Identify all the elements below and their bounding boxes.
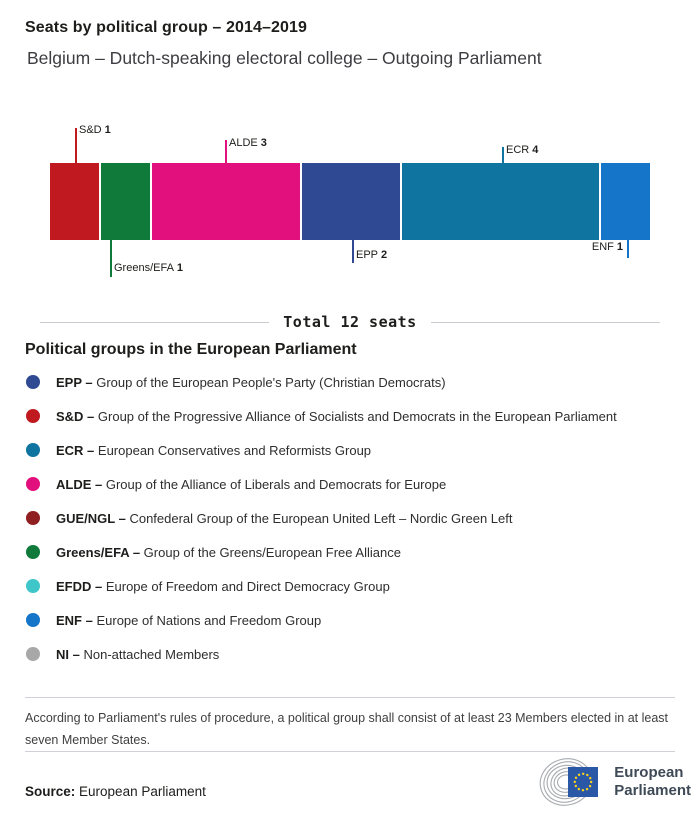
bar-segment-greens-efa xyxy=(101,163,150,240)
callout-line-ecr xyxy=(502,147,504,163)
legend-color-dot xyxy=(26,375,40,389)
legend-color-dot xyxy=(26,409,40,423)
legend-item-greens-efa xyxy=(26,535,686,569)
callout-label-enf: ENF 1 xyxy=(591,241,623,253)
page-subtitle: Belgium – Dutch-speaking electoral college – Outgoing Parliament xyxy=(27,48,542,68)
ep-wordmark-line1: European xyxy=(614,763,684,781)
legend-item-text: EFDD – Europe of Freedom and Direct Democracy Group xyxy=(56,578,390,594)
bar-segment-ecr xyxy=(402,163,599,240)
legend-color-dot xyxy=(26,647,40,661)
legend-list xyxy=(26,365,686,671)
ep-wordmark-line2: Parliament xyxy=(614,781,691,799)
legend-item-text: EPP – Group of the European People's Party (Christian Democrats) xyxy=(56,374,446,390)
legend-item-ecr xyxy=(26,433,686,467)
ep-hemicycle-icon xyxy=(539,755,609,808)
bar-segment-alde xyxy=(152,163,300,240)
source-value: European Parliament xyxy=(79,784,206,799)
page-title: Seats by political group – 2014–2019 xyxy=(25,19,307,36)
callout-label-greens-efa: Greens/EFA 1 xyxy=(114,262,184,274)
total-seats-label: Total 12 seats xyxy=(283,313,417,331)
callout-line-sd xyxy=(75,128,77,163)
divider-line-left xyxy=(40,322,269,323)
ep-wordmark xyxy=(614,764,691,800)
legend-item-alde xyxy=(26,467,686,501)
footnote-divider-top xyxy=(25,697,675,698)
callout-label-epp: EPP 2 xyxy=(356,249,388,261)
legend-item-text: ALDE – Group of the Alliance of Liberals and Democrats for Europe xyxy=(56,476,447,492)
legend-color-dot xyxy=(26,443,40,457)
seats-stacked-bar xyxy=(50,163,650,240)
callout-line-alde xyxy=(225,140,227,163)
callout-line-enf xyxy=(627,240,629,258)
legend-item-text: NI – Non-attached Members xyxy=(56,646,220,662)
callout-line-greens-efa xyxy=(110,240,112,277)
legend-item-s-d xyxy=(26,399,686,433)
legend-item-gue-ngl xyxy=(26,501,686,535)
divider-line-right xyxy=(431,322,660,323)
callout-line-epp xyxy=(352,240,354,263)
legend-color-dot xyxy=(26,477,40,491)
legend-color-dot xyxy=(26,511,40,525)
legend-item-text: S&D – Group of the Progressive Alliance of Socialists and Democrats in the European Parliament xyxy=(56,408,617,424)
eu-flag-square xyxy=(568,767,598,797)
legend-item-epp xyxy=(26,365,686,399)
legend-item-text: ECR – European Conservatives and Reformists Group xyxy=(56,442,372,458)
legend-item-text: Greens/EFA – Group of the Greens/European Free Alliance xyxy=(56,544,401,560)
bar-segment-enf xyxy=(601,163,650,240)
legend-item-ni xyxy=(26,637,686,671)
legend-item-efdd xyxy=(26,569,686,603)
source-label: Source: xyxy=(25,784,76,799)
legend-item-text: ENF – Europe of Nations and Freedom Group xyxy=(56,612,322,628)
legend-item-text: GUE/NGL – Confederal Group of the European United Left – Nordic Green Left xyxy=(56,510,513,526)
bar-segment-epp xyxy=(302,163,400,240)
legend-color-dot xyxy=(26,579,40,593)
footnote-text: According to Parliament's rules of procedure, a political group shall consist of at least 23 Members elected in at least seven Member States. xyxy=(25,711,668,747)
legend-heading: Political groups in the European Parliament xyxy=(25,341,357,358)
callout-label-alde: ALDE 3 xyxy=(229,137,267,149)
legend-color-dot xyxy=(26,545,40,559)
legend-item-enf xyxy=(26,603,686,637)
total-seats-divider xyxy=(40,313,660,331)
european-parliament-logo xyxy=(539,755,691,808)
callout-label-ecr: ECR 4 xyxy=(506,144,539,156)
footnote-divider-bottom xyxy=(25,751,675,752)
legend-color-dot xyxy=(26,613,40,627)
bar-segment-sd xyxy=(50,163,99,240)
callout-label-sd: S&D 1 xyxy=(79,124,111,136)
source-line xyxy=(25,784,206,799)
